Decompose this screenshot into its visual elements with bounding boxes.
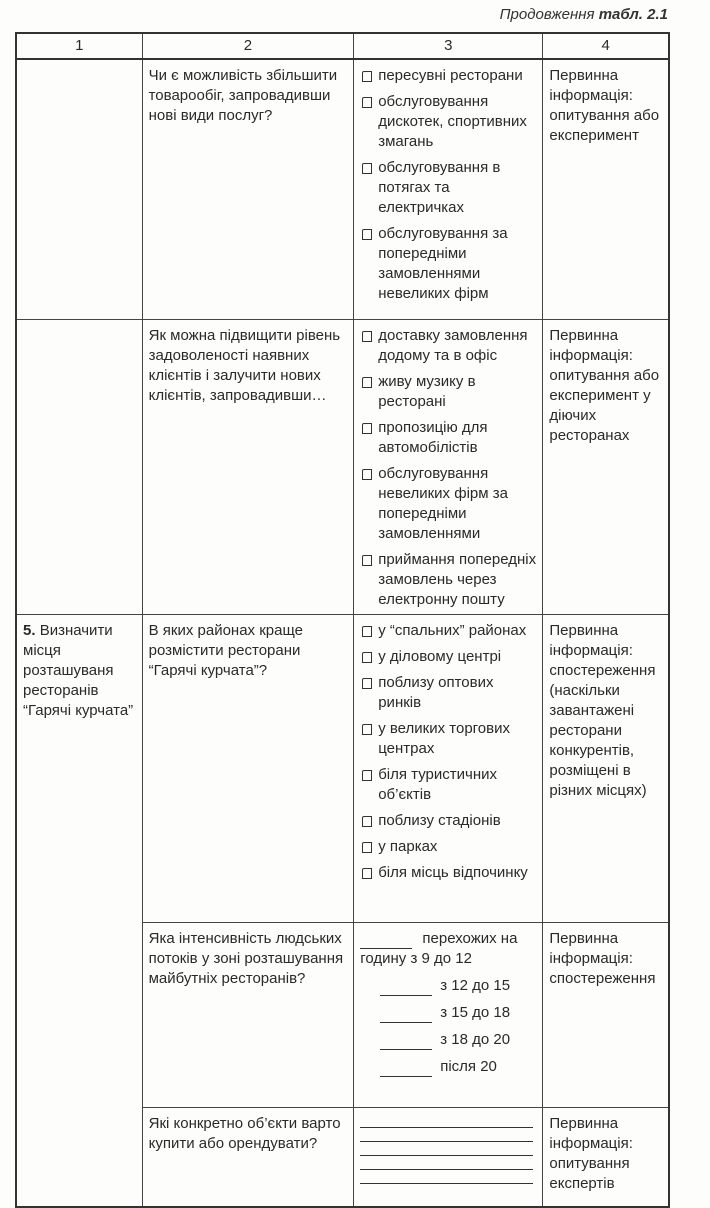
checkbox-icon	[362, 770, 372, 781]
options-cell	[354, 1107, 543, 1207]
header-col-3: 3	[354, 33, 543, 59]
option-item: пропозицію для автомобілістів	[360, 418, 537, 458]
blank-field	[380, 1008, 432, 1023]
checkbox-icon	[362, 816, 372, 827]
option-item: у парках	[360, 837, 537, 857]
blank-field	[380, 1035, 432, 1050]
research-plan-table	[15, 32, 670, 1208]
checkbox-icon	[362, 331, 372, 342]
checkbox-icon	[362, 423, 372, 434]
checkbox-icon	[362, 229, 372, 240]
option-item: біля туристичних об’єктів	[360, 765, 537, 805]
header-col-1: 1	[16, 33, 142, 59]
caption-table-ref: табл. 2.1	[598, 6, 668, 23]
checkbox-icon	[362, 724, 372, 735]
hourly-label: з 12 до 15	[440, 976, 511, 994]
hourly-count-field	[360, 1057, 537, 1077]
blank-line	[360, 1156, 533, 1170]
checkbox-icon	[362, 71, 372, 82]
hourly-label: після 20	[440, 1057, 497, 1075]
checkbox-icon	[362, 163, 372, 174]
option-item: живу музику в ресторані	[360, 372, 537, 412]
question-cell: Як можна підвищити рівень задоволеності наявних клієнтів і залучити нових клієнтів, запровадивши…	[142, 319, 354, 614]
table-row	[16, 319, 669, 614]
checkbox-icon	[362, 97, 372, 108]
table-row	[16, 614, 669, 922]
option-item: приймання попередніх замовлень через електронну пошту	[360, 550, 537, 610]
options-cell	[354, 922, 543, 1107]
option-item: доставку замовлення додому та в офіс	[360, 326, 537, 366]
objective-cell	[16, 614, 142, 1207]
header-row	[16, 33, 669, 59]
checkbox-icon	[362, 469, 372, 480]
blank-field	[360, 934, 412, 949]
options-cell	[354, 59, 543, 319]
blank-line	[360, 1114, 533, 1128]
caption-prefix: Продовження	[499, 6, 595, 23]
option-item: обслуговування в потягах та електричках	[360, 158, 537, 218]
question-cell: В яких районах краще розмістити ресторани “Гарячі курчата”?	[142, 614, 354, 922]
question-cell: Яка інтенсивність людських потоків у зоні розташування майбутніх ресторанів?	[142, 922, 354, 1107]
hourly-count-field	[360, 1030, 537, 1050]
source-cell: Первинна інформація: спостереження (наскільки завантажені ресторани конкурентів, розміщені в різних місцях)	[543, 614, 669, 922]
option-item: у великих торгових центрах	[360, 719, 537, 759]
checkbox-icon	[362, 842, 372, 853]
source-cell: Первинна інформація: спостереження	[543, 922, 669, 1107]
table-row	[16, 59, 669, 319]
option-item: пересувні ресторани	[360, 66, 537, 86]
hourly-label: з 15 до 18	[440, 1003, 511, 1021]
checkbox-icon	[362, 626, 372, 637]
options-cell	[354, 614, 543, 922]
checkbox-icon	[362, 555, 372, 566]
hourly-count-field	[360, 976, 537, 996]
objective-number: 5.	[23, 621, 36, 639]
option-item: біля місць відпочинку	[360, 863, 537, 883]
checkbox-icon	[362, 652, 372, 663]
header-col-4: 4	[543, 33, 669, 59]
option-item: у діловому центрі	[360, 647, 537, 667]
blank-field	[380, 981, 432, 996]
checkbox-icon	[362, 678, 372, 689]
options-cell	[354, 319, 543, 614]
hourly-label: перехожих на годину з 9 до 12	[360, 929, 518, 967]
header-col-2: 2	[142, 33, 354, 59]
checkbox-icon	[362, 868, 372, 879]
checkbox-icon	[362, 377, 372, 388]
hourly-count-field	[360, 929, 537, 969]
source-cell: Первинна інформація: опитування або експеримент	[543, 59, 669, 319]
objective-text: Визначити місця розташуваня ресторанів “Гарячі курчата”	[23, 621, 134, 719]
blank-line	[360, 1128, 533, 1142]
blank-line	[360, 1142, 533, 1156]
question-cell: Які конкретно об’єкти варто купити або орендувати?	[142, 1107, 354, 1207]
option-item: обслуговування за попередніми замовленнями невеликих фірм	[360, 224, 537, 304]
hourly-label: з 18 до 20	[440, 1030, 511, 1048]
option-item: поблизу стадіонів	[360, 811, 537, 831]
hourly-count-field	[360, 1003, 537, 1023]
blank-line	[360, 1170, 533, 1184]
question-cell: Чи є можливість збільшити товарообіг, запровадивши нові види послуг?	[142, 59, 354, 319]
option-item: обслуговування дискотек, спортивних змагань	[360, 92, 537, 152]
option-item: у “спальних” районах	[360, 621, 537, 641]
source-cell: Первинна інформація: опитування експертів	[543, 1107, 669, 1207]
table-caption	[500, 6, 668, 23]
objective-cell	[16, 319, 142, 614]
option-item: поблизу оптових ринків	[360, 673, 537, 713]
option-item: обслуговування невеликих фірм за попередніми замовленнями	[360, 464, 537, 544]
source-cell: Первинна інформація: опитування або експеримент у діючих ресторанах	[543, 319, 669, 614]
blank-field	[380, 1062, 432, 1077]
objective-cell	[16, 59, 142, 319]
